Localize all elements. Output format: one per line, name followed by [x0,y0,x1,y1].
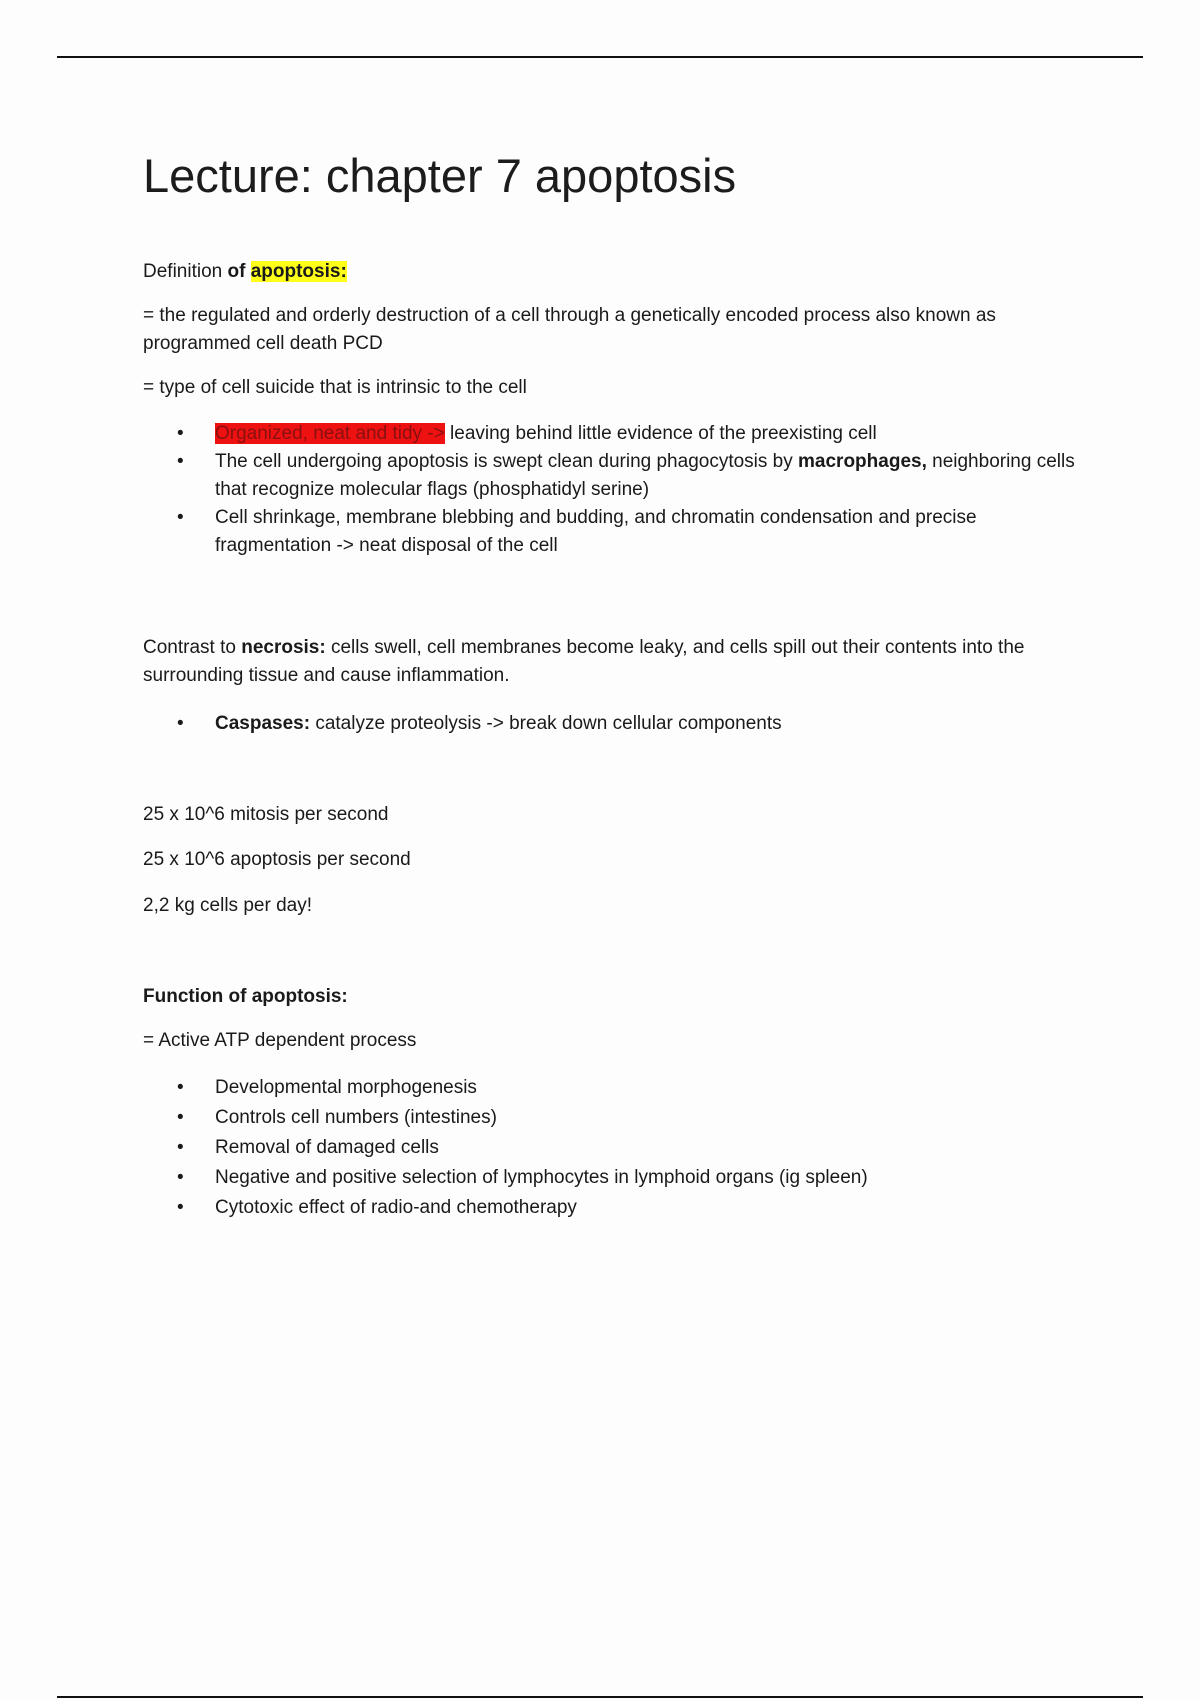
necrosis-post: cells swell, cell membranes become leaky, and cells spill out their contents into the surrounding tissue and cause inflammation. [143,637,1025,686]
caspases-text: catalyze proteolysis -> break down cellular components [310,713,782,734]
stat-mitosis: 25 x 10^6 mitosis per second [143,804,389,825]
top-rule [57,56,1143,58]
red-highlight-text: tidy -> [392,423,445,444]
necrosis-bold: necrosis: [241,637,326,658]
list-item: • Developmental morphogenesis [143,1073,1083,1103]
definition-label-highlight: apoptosis: [250,261,347,282]
list-item: • Negative and positive selection of lymphocytes in lymphoid organs (ig spleen) [143,1163,1083,1193]
list-item [143,710,1083,738]
stat-apoptosis: 25 x 10^6 apoptosis per second [143,849,411,870]
bullet-text: neighboring cells that recognize molecular flags (phosphatidyl serine) [215,451,1075,500]
red-highlight-text: Organized, neat and [215,423,393,444]
list-item: • Cytotoxic effect of radio-and chemotherapy [143,1193,1083,1223]
definition-bullet-list [143,420,1083,560]
definition-label-plain: Definition [143,261,228,282]
page-title: Lecture: chapter 7 apoptosis [143,149,737,202]
function-line: = Active ATP dependent process [143,1030,417,1051]
definition-label-bold: of [227,261,251,282]
list-item: • Removal of damaged cells [143,1133,1083,1163]
bottom-rule [57,1696,1143,1698]
function-heading: Function of apoptosis: [143,986,348,1007]
list-item: • Cell shrinkage, membrane blebbing and budding, and chromatin condensation and precise fragmentation -> neat disposal of the cell [143,504,1083,560]
definition-label [143,258,1083,286]
definition-line-2: = type of cell suicide that is intrinsic to the cell [143,377,527,398]
bullet-text: The cell undergoing apoptosis is swept clean during phagocytosis by [215,451,799,472]
stat-cells: 2,2 kg cells per day! [143,895,312,916]
definition-line-1: = the regulated and orderly destruction of a cell through a genetically encoded process also known as programmed cell death PCD [143,305,996,354]
bullet-bold-text: macrophages, [798,451,927,472]
caspases-bold: Caspases: [215,713,311,734]
function-list [143,1073,1083,1223]
necrosis-pre: Contrast to [143,637,242,658]
list-item [143,448,1083,504]
list-item [143,420,1083,448]
necrosis-paragraph [143,634,1083,690]
list-item: • Controls cell numbers (intestines) [143,1103,1083,1133]
bullet-text: leaving behind little evidence of the preexisting cell [444,423,877,444]
caspases-list [143,710,1083,738]
